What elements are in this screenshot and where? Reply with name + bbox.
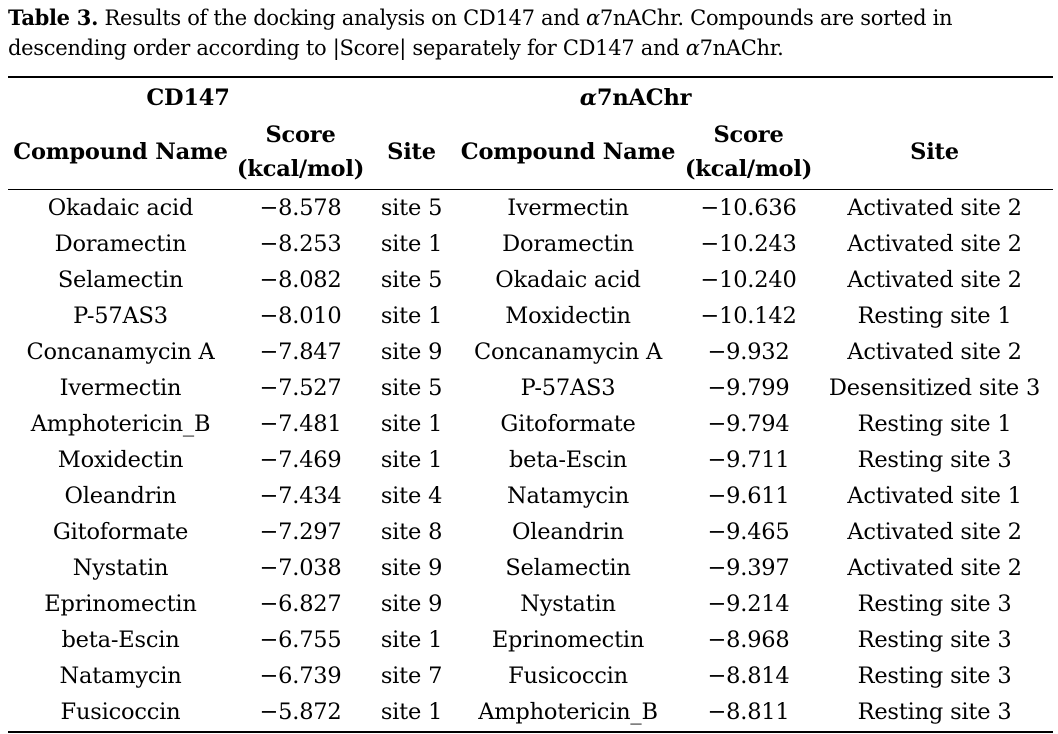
table-row bbox=[8, 550, 1053, 586]
site-a7-cell: Resting site 3 bbox=[857, 663, 1012, 689]
col-header-score-a7 bbox=[681, 116, 816, 188]
score-cd147-cell: −7.038 bbox=[259, 555, 342, 581]
compound-a7-cell: Ivermectin bbox=[507, 195, 629, 221]
site-cd147-cell: site 5 bbox=[380, 375, 443, 401]
docking-results-table bbox=[8, 80, 1053, 730]
score-label: Score bbox=[265, 122, 336, 148]
site-cd147-cell: site 7 bbox=[380, 663, 443, 689]
table-row bbox=[8, 622, 1053, 658]
compound-a7-cell: Concanamycin A bbox=[473, 339, 663, 365]
compound-cd147-cell: Ivermectin bbox=[59, 375, 182, 401]
table-row bbox=[8, 694, 1053, 730]
col-header-site-a7: Site bbox=[910, 139, 959, 165]
site-a7-cell: Activated site 2 bbox=[847, 231, 1022, 257]
group-header-a7nachr bbox=[455, 80, 816, 116]
table-row bbox=[8, 406, 1053, 442]
score-a7-cell: −9.465 bbox=[707, 519, 790, 545]
compound-cd147-cell: Concanamycin A bbox=[26, 339, 215, 365]
compound-cd147-cell: Fusicoccin bbox=[60, 699, 181, 725]
score-cd147-cell: −6.827 bbox=[259, 591, 342, 617]
compound-cd147-cell: Eprinomectin bbox=[44, 591, 197, 617]
col-header-compound-cd147: Compound Name bbox=[13, 139, 228, 165]
score-a7-cell: −9.397 bbox=[707, 555, 790, 581]
site-cd147-cell: site 9 bbox=[380, 339, 443, 365]
score-cd147-cell: −7.434 bbox=[259, 483, 342, 509]
site-cd147-cell: site 5 bbox=[380, 267, 443, 293]
bottom-rule bbox=[8, 731, 1053, 733]
group-a7-rest: 7nAChr bbox=[596, 84, 692, 111]
site-cd147-cell: site 1 bbox=[380, 411, 443, 437]
score-cd147-cell: −7.847 bbox=[259, 339, 342, 365]
table-row bbox=[8, 658, 1053, 694]
compound-a7-cell: Natamycin bbox=[506, 483, 630, 509]
compound-a7-cell: P-57AS3 bbox=[520, 375, 616, 401]
site-a7-cell: Resting site 3 bbox=[857, 627, 1012, 653]
site-a7-cell: Resting site 1 bbox=[857, 411, 1012, 437]
site-a7-cell: Resting site 1 bbox=[857, 303, 1012, 329]
score-cd147-cell: −8.253 bbox=[259, 231, 342, 257]
score-unit: (kcal/mol) bbox=[684, 156, 813, 182]
score-unit: (kcal/mol) bbox=[236, 156, 365, 182]
caption-text-1: Results of the docking analysis on CD147 and bbox=[98, 6, 586, 30]
caption-greek-alpha-1: α bbox=[585, 6, 600, 30]
score-a7-cell: −8.968 bbox=[707, 627, 790, 653]
compound-a7-cell: Eprinomectin bbox=[491, 627, 645, 653]
score-cd147-cell: −5.872 bbox=[259, 699, 342, 725]
score-a7-cell: −9.932 bbox=[707, 339, 790, 365]
site-cd147-cell: site 1 bbox=[380, 303, 443, 329]
compound-a7-cell: Amphotericin_B bbox=[478, 699, 658, 725]
table-row bbox=[8, 188, 1053, 226]
compound-cd147-cell: Amphotericin_B bbox=[30, 411, 211, 437]
score-cd147-cell: −7.469 bbox=[259, 447, 342, 473]
score-a7-cell: −10.243 bbox=[700, 231, 797, 257]
col-header-site-cd147: Site bbox=[387, 139, 436, 165]
score-a7-cell: −10.240 bbox=[700, 267, 797, 293]
compound-a7-cell: Oleandrin bbox=[512, 519, 624, 545]
table-row bbox=[8, 514, 1053, 550]
compound-a7-cell: Okadaic acid bbox=[495, 267, 641, 293]
site-a7-cell: Desensitized site 3 bbox=[828, 375, 1041, 401]
score-cd147-cell: −6.739 bbox=[259, 663, 342, 689]
score-a7-cell: −9.799 bbox=[707, 375, 790, 401]
group-header-spacer bbox=[368, 80, 455, 116]
score-a7-cell: −9.611 bbox=[707, 483, 790, 509]
table-row bbox=[8, 262, 1053, 298]
compound-cd147-cell: Natamycin bbox=[59, 663, 182, 689]
score-a7-cell: −10.142 bbox=[700, 303, 797, 329]
table-row bbox=[8, 334, 1053, 370]
compound-a7-cell: Doramectin bbox=[502, 231, 634, 257]
col-header-score-cd147 bbox=[233, 116, 368, 188]
caption-text-3: 7nAChr. bbox=[699, 36, 784, 60]
top-rule bbox=[8, 76, 1053, 78]
compound-cd147-cell: Gitoformate bbox=[52, 519, 189, 545]
site-cd147-cell: site 9 bbox=[380, 555, 443, 581]
site-a7-cell: Activated site 1 bbox=[847, 483, 1022, 509]
column-header-row bbox=[8, 116, 1053, 188]
site-a7-cell: Resting site 3 bbox=[857, 699, 1012, 725]
site-cd147-cell: site 1 bbox=[380, 627, 443, 653]
caption-label: Table 3. bbox=[8, 5, 99, 30]
caption-text-2: 7nAChr. Compounds are sorted in descending order according to |Score| separately for CD147 and bbox=[8, 6, 953, 60]
score-a7-cell: −8.811 bbox=[707, 699, 790, 725]
compound-cd147-cell: Selamectin bbox=[57, 267, 184, 293]
compound-cd147-cell: Oleandrin bbox=[64, 483, 177, 509]
compound-a7-cell: Fusicoccin bbox=[508, 663, 628, 689]
score-cd147-cell: −8.010 bbox=[259, 303, 342, 329]
score-cd147-cell: −6.755 bbox=[259, 627, 342, 653]
score-a7-cell: −10.636 bbox=[700, 195, 797, 221]
table-row bbox=[8, 370, 1053, 406]
score-cd147-cell: −8.082 bbox=[259, 267, 342, 293]
score-a7-cell: −9.711 bbox=[707, 447, 790, 473]
site-a7-cell: Resting site 3 bbox=[857, 447, 1012, 473]
compound-a7-cell: Moxidectin bbox=[505, 303, 631, 329]
score-label: Score bbox=[713, 122, 784, 148]
compound-cd147-cell: Nystatin bbox=[72, 555, 169, 581]
table-caption bbox=[8, 3, 1054, 63]
compound-a7-cell: Selamectin bbox=[505, 555, 631, 581]
site-a7-cell: Activated site 2 bbox=[847, 267, 1022, 293]
table-row bbox=[8, 586, 1053, 622]
score-cd147-cell: −7.481 bbox=[259, 411, 342, 437]
site-cd147-cell: site 1 bbox=[380, 699, 443, 725]
site-cd147-cell: site 4 bbox=[380, 483, 443, 509]
site-cd147-cell: site 1 bbox=[380, 447, 443, 473]
compound-cd147-cell: beta-Escin bbox=[61, 627, 180, 653]
score-cd147-cell: −7.297 bbox=[259, 519, 342, 545]
score-a7-cell: −9.214 bbox=[707, 591, 790, 617]
compound-a7-cell: Gitoformate bbox=[500, 411, 636, 437]
compound-cd147-cell: Doramectin bbox=[54, 231, 187, 257]
site-cd147-cell: site 5 bbox=[380, 195, 443, 221]
site-a7-cell: Activated site 2 bbox=[847, 339, 1022, 365]
compound-a7-cell: Nystatin bbox=[520, 591, 616, 617]
table-row bbox=[8, 442, 1053, 478]
score-cd147-cell: −7.527 bbox=[259, 375, 342, 401]
caption-greek-alpha-2: α bbox=[685, 36, 700, 60]
site-cd147-cell: site 8 bbox=[380, 519, 443, 545]
site-a7-cell: Activated site 2 bbox=[847, 519, 1022, 545]
group-header-cd147: CD147 bbox=[146, 84, 230, 111]
group-header-row bbox=[8, 80, 1053, 116]
site-a7-cell: Resting site 3 bbox=[857, 591, 1012, 617]
site-a7-cell: Activated site 2 bbox=[847, 555, 1022, 581]
table-row bbox=[8, 478, 1053, 514]
group-header-spacer-2 bbox=[816, 80, 1053, 116]
compound-cd147-cell: Okadaic acid bbox=[47, 195, 194, 221]
compound-a7-cell: beta-Escin bbox=[508, 447, 628, 473]
site-cd147-cell: site 9 bbox=[380, 591, 443, 617]
compound-cd147-cell: P-57AS3 bbox=[73, 303, 168, 329]
score-a7-cell: −8.814 bbox=[707, 663, 790, 689]
table-row bbox=[8, 298, 1053, 334]
site-cd147-cell: site 1 bbox=[380, 231, 443, 257]
score-cd147-cell: −8.578 bbox=[259, 195, 342, 221]
table-row bbox=[8, 226, 1053, 262]
score-a7-cell: −9.794 bbox=[707, 411, 790, 437]
compound-cd147-cell: Moxidectin bbox=[57, 447, 184, 473]
col-header-compound-a7: Compound Name bbox=[460, 139, 676, 165]
site-a7-cell: Activated site 2 bbox=[847, 195, 1022, 221]
group-greek-alpha: α bbox=[579, 84, 597, 111]
